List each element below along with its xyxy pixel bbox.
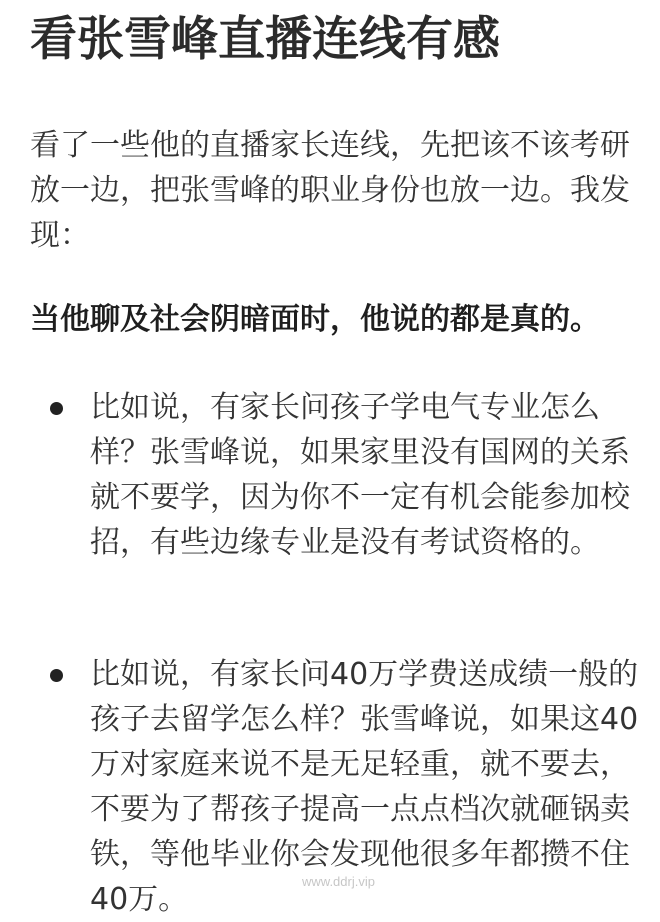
article-title: 看张雪峰直播连线有感	[30, 12, 500, 67]
intro-paragraph: 看了一些他的直播家长连线，先把该不该考研放一边，把张雪峰的职业身份也放一边。我发现：	[30, 128, 630, 253]
bold-lead-sentence: 当他聊及社会阴暗面时，他说的都是真的。	[30, 302, 600, 337]
bullet-text: 比如说，有家长问孩子学电气专业怎么样？张雪峰说，如果家里没有国网的关系就不要学，因为你不一定有机会能参加校招，有些边缘专业是没有考试资格的。	[90, 390, 630, 560]
bullet-text: 比如说，有家长问40万学费送成绩一般的孩子去留学怎么样？张雪峰说，如果这40万对家庭来说不是无足轻重，就不要去，不要为了帮孩子提高一点点档次就砸锅卖铁，等他毕业你会发现他很多年都攒不住40万。	[90, 657, 639, 917]
bullet-dot-icon	[50, 669, 63, 682]
bullet-dot-icon	[50, 402, 63, 415]
watermark: www.ddrj.vip	[302, 874, 375, 889]
